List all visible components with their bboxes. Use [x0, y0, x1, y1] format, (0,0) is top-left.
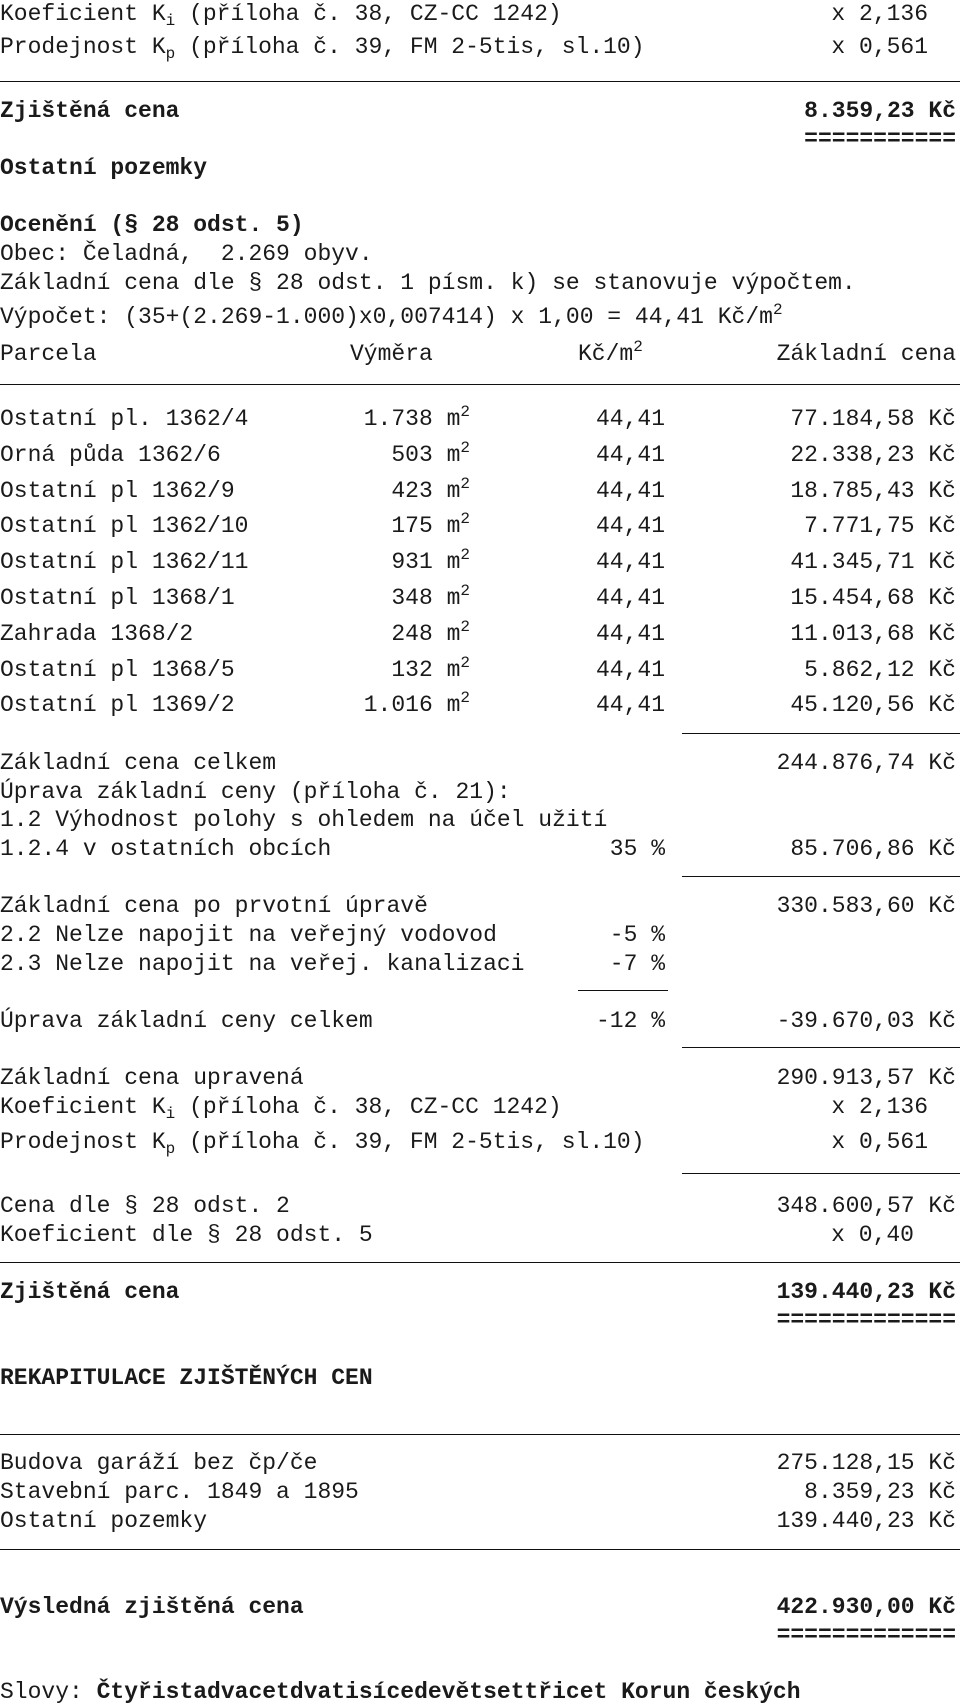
sum-line [682, 733, 960, 734]
upravena-value: 290.913,57 Kč [776, 1065, 956, 1091]
uprava-celkem-pct: -12 % [595, 1008, 665, 1034]
parcel-price: 7.771,75 Kč [804, 513, 956, 540]
oceneni-heading: Ocenění (§ 28 odst. 5) [0, 212, 304, 238]
parcel-unit-price: 44,41 [595, 656, 665, 683]
parcel-price: 5.862,12 Kč [804, 656, 956, 683]
cena-28-label: Cena dle § 28 odst. 2 [0, 1193, 290, 1219]
sum-line [682, 1173, 960, 1174]
parcel-name: Ostatní pl 1362/11 [0, 549, 249, 576]
parcel-name: Orná půda 1362/6 [0, 441, 221, 468]
vysledna-cena-label: Výsledná zjištěná cena [0, 1594, 304, 1620]
koeficient-ki-value: x 2,136 [831, 1094, 928, 1120]
uprava-2-3-pct: -7 % [609, 951, 665, 977]
parcel-area: 1.738 $m^2$ [363, 403, 470, 432]
prodejnost-kp-value: x 0,561 [831, 1129, 928, 1155]
uprava-1-2-4: 1.2.4 v ostatních obcích [0, 836, 332, 862]
section-title: Ostatní pozemky [0, 155, 208, 181]
koeficient-28-value: x 0,40 [831, 1222, 914, 1248]
parcel-area: 175 $m^2$ [391, 510, 470, 540]
uprava-2-2: 2.2 Nelze napojit na veřejný vodovod [0, 922, 497, 948]
parcel-area: 132 $m^2$ [391, 653, 470, 683]
uprava-1-2-4-value: 85.706,86 Kč [790, 836, 956, 862]
cena-28-value: 348.600,57 Kč [776, 1193, 956, 1219]
parcel-area: 503 $m^2$ [391, 438, 470, 468]
sum-line [682, 876, 960, 877]
total-underline: =========== [804, 126, 956, 152]
zakladni-cena-celkem-label: Základní cena celkem [0, 750, 277, 776]
zjistena-cena-label: Zjištěná cena [0, 1279, 180, 1305]
parcel-name: Zahrada 1368/2 [0, 620, 194, 647]
recap-item-value: 275.128,15 Kč [776, 1450, 956, 1476]
parcel-unit-price: 44,41 [595, 406, 665, 432]
parcel-area: 348 $m^2$ [391, 582, 470, 611]
obec-line: Obec: Čeladná, 2.269 obyv. [0, 241, 373, 267]
koeficient-ki-label: Koeficient $K_i$ (příloha č. 38, CZ-CC 1242) [0, 1, 562, 30]
prodejnost-kp-value: x 0,561 [831, 34, 928, 60]
divider [0, 1434, 960, 1435]
zjistena-cena-value: 8.359,23 Kč [804, 98, 956, 124]
recap-item-label: Stavební parc. 1849 a 1895 [0, 1479, 359, 1505]
koeficient-ki-label: Koeficient $K_i$ (příloha č. 38, CZ-CC 1242) [0, 1094, 562, 1123]
parcel-unit-price: 44,41 [595, 620, 665, 647]
parcel-unit-price: 44,41 [595, 692, 665, 719]
sum-line [578, 990, 668, 991]
koeficient-ki-value: x 2,136 [831, 1, 928, 27]
col-header-kcm: $Kč/m^2$ [578, 338, 643, 367]
uprava-celkem-label: Úprava základní ceny celkem [0, 1008, 373, 1034]
divider [0, 1262, 960, 1263]
sum-line [682, 1047, 960, 1048]
upravena-label: Základní cena upravená [0, 1065, 304, 1091]
parcel-price: 18.785,43 Kč [790, 477, 956, 504]
parcel-area: 423 $m^2$ [391, 474, 470, 504]
parcel-unit-price: 44,41 [595, 549, 665, 576]
vysledna-cena-value: 422.930,00 Kč [776, 1594, 956, 1620]
parcel-area: 931 $m^2$ [391, 546, 470, 576]
uprava-label: Úprava základní ceny (příloha č. 21): [0, 779, 511, 805]
col-header-zakladni-cena: Základní cena [776, 341, 956, 367]
divider [0, 81, 960, 82]
parcel-price: 11.013,68 Kč [790, 620, 956, 647]
po-uprave-value: 330.583,60 Kč [776, 893, 956, 919]
zjistena-cena-value: 139.440,23 Kč [776, 1279, 956, 1305]
parcel-price: 45.120,56 Kč [790, 692, 956, 719]
parcel-area: 1.016 $m^2$ [363, 689, 470, 719]
col-header-vymera: Výměra [350, 341, 433, 367]
prodejnost-kp-label: Prodejnost $K_p$ (příloha č. 39, FM 2-5tis, sl.10) [0, 1129, 645, 1158]
parcel-name: Ostatní pl 1362/10 [0, 513, 249, 540]
uprava-2-2-pct: -5 % [609, 922, 665, 948]
parcel-unit-price: 44,41 [595, 441, 665, 468]
vypocet-line: Výpočet: (35+(2.269-1.000)x0,007414) x 1,00 = 44,41 $Kč/m^2$ [0, 301, 783, 330]
parcel-price: 41.345,71 Kč [790, 549, 956, 576]
prodejnost-kp-label: Prodejnost $K_p$ (příloha č. 39, FM 2-5tis, sl.10) [0, 34, 645, 63]
recap-item-label: Ostatní pozemky [0, 1508, 208, 1534]
uprava-2-3: 2.3 Nelze napojit na veřej. kanalizaci [0, 951, 525, 977]
divider [0, 1549, 960, 1550]
parcel-name: Ostatní pl 1368/5 [0, 656, 235, 683]
recap-item-value: 139.440,23 Kč [776, 1508, 956, 1534]
parcel-area: 248 $m^2$ [391, 617, 470, 647]
po-uprave-label: Základní cena po prvotní úpravě [0, 893, 428, 919]
parcel-price: 22.338,23 Kč [790, 441, 956, 468]
koeficient-28-label: Koeficient dle § 28 odst. 5 [0, 1222, 373, 1248]
uprava-celkem-value: -39.670,03 Kč [776, 1008, 956, 1034]
divider [0, 384, 960, 385]
parcel-name: Ostatní pl. 1362/4 [0, 406, 249, 432]
parcel-name: Ostatní pl 1369/2 [0, 692, 235, 719]
recap-item-value: 8.359,23 Kč [804, 1479, 956, 1505]
total-underline: ============= [776, 1622, 956, 1648]
parcel-name: Ostatní pl 1368/1 [0, 585, 235, 611]
recap-title: REKAPITULACE ZJIŠTĚNÝCH CEN [0, 1365, 373, 1391]
recap-item-label: Budova garáží bez čp/če [0, 1450, 318, 1476]
uprava-1-2: 1.2 Výhodnost polohy s ohledem na účel užití [0, 807, 608, 833]
parcel-unit-price: 44,41 [595, 477, 665, 504]
zakladni-cena-celkem-value: 244.876,74 Kč [776, 750, 956, 776]
col-header-parcela: Parcela [0, 341, 97, 367]
parcel-unit-price: 44,41 [595, 585, 665, 611]
total-underline: ============= [776, 1307, 956, 1333]
parcel-price: 15.454,68 Kč [790, 585, 956, 611]
zjistena-cena-label: Zjištěná cena [0, 98, 180, 124]
zakladni-cena-line: Základní cena dle § 28 odst. 1 písm. k) se stanovuje výpočtem. [0, 270, 856, 296]
uprava-1-2-4-pct: 35 % [609, 836, 665, 862]
parcel-name: Ostatní pl 1362/9 [0, 477, 235, 504]
parcel-unit-price: 44,41 [595, 513, 665, 540]
parcel-price: 77.184,58 Kč [790, 406, 956, 432]
slovy-line: Slovy: Čtyřistadvacetdvatisícedevětsettřicet Korun českých [0, 1679, 801, 1705]
